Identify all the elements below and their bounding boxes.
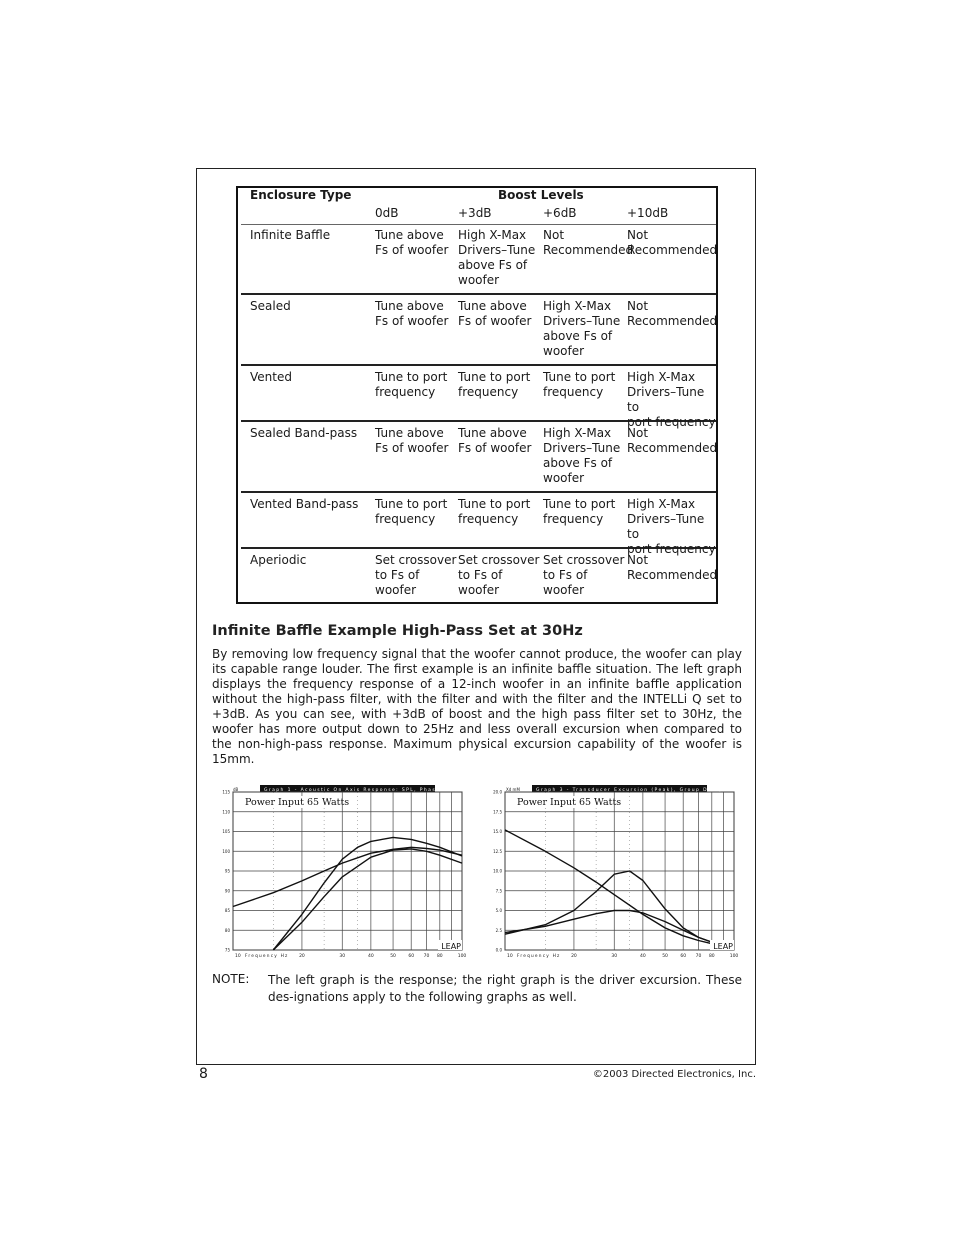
level-0db: 0dB (375, 206, 399, 220)
chart-title: Graph 3 - Transducer Excursion (Peak), Group Delay (536, 788, 724, 793)
boost-levels-table (236, 186, 718, 604)
row-infinite-baffle-type: Infinite Baffle (250, 228, 331, 242)
x-tick-label: 100 (729, 954, 739, 959)
x-tick-label: 70 (695, 954, 702, 959)
row-aperiodic-10db: Not Recommended (627, 553, 718, 582)
row-infinite-baffle-10db: Not Recommended (627, 228, 718, 257)
note-label: NOTE: (212, 972, 250, 986)
response-chart-svg (218, 784, 468, 959)
y-tick-label: 105 (222, 829, 230, 834)
x-tick-label: 60 (408, 954, 415, 959)
page-number: 8 (199, 1066, 208, 1082)
row-sealed-10db: Not Recommended (627, 299, 718, 328)
row-vented-10db: High X-Max Drivers–Tune to port frequency (627, 370, 716, 429)
row-vented-bandpass-type: Vented Band-pass (250, 497, 359, 511)
row-sealed-0db: Tune above Fs of woofer (375, 299, 449, 328)
row-vented-bandpass-6db: Tune to port frequency (543, 497, 616, 526)
x-tick-label: 20 (571, 954, 577, 959)
y-tick-label: 85 (224, 908, 230, 913)
series-line-1 (233, 847, 462, 906)
row-infinite-baffle-3db: High X-Max Drivers–Tune above Fs of woofer (458, 228, 536, 287)
x-tick-label: 10 (235, 954, 241, 959)
copyright: ©2003 Directed Electronics, Inc. (592, 1069, 756, 1080)
level-3db: +3dB (458, 206, 492, 220)
x-unit-label: Frequency Hz (245, 954, 289, 959)
x-tick-label: 30 (611, 954, 618, 959)
excursion-graph (490, 784, 740, 959)
y-tick-label: 17.5 (493, 809, 502, 815)
row-vented-bandpass-3db: Tune to port frequency (458, 497, 531, 526)
row-vented-bandpass-0db: Tune to port frequency (375, 497, 448, 526)
response-graph (218, 784, 468, 959)
row-divider (241, 364, 716, 366)
excursion-chart-svg (490, 784, 740, 959)
row-sealed-bandpass-3db: Tune above Fs of woofer (458, 426, 532, 455)
row-vented-0db: Tune to port frequency (375, 370, 448, 399)
enclosure-type-header: Enclosure Type (250, 188, 352, 202)
x-tick-label: 50 (662, 954, 668, 959)
row-vented-bandpass-10db: High X-Max Drivers–Tune to port frequency (627, 497, 716, 556)
y-tick-label: 75 (224, 947, 230, 953)
y-tick-label: 20.0 (493, 789, 502, 795)
y-tick-label: 10.0 (493, 868, 502, 874)
x-tick-label: 80 (708, 954, 715, 959)
x-tick-label: 40 (368, 954, 374, 959)
y-tick-label: 7.5 (495, 888, 502, 894)
x-tick-label: 60 (680, 954, 687, 959)
row-vented-6db: Tune to port frequency (543, 370, 616, 399)
boost-levels-header: Boost Levels (498, 188, 584, 202)
x-tick-label: 70 (423, 954, 430, 959)
row-vented-type: Vented (250, 370, 292, 384)
y-tick-label: 0.0 (495, 947, 502, 953)
y-tick-label: 15.0 (493, 829, 502, 834)
x-tick-label: 50 (390, 954, 396, 959)
row-infinite-baffle-6db: Not Recommended (543, 228, 634, 257)
power-input-annotation: Power Input 65 Watts (245, 797, 350, 808)
header-divider (241, 224, 716, 225)
row-sealed-type: Sealed (250, 299, 291, 313)
row-vented-3db: Tune to port frequency (458, 370, 531, 399)
series-line-2 (505, 871, 734, 947)
row-sealed-bandpass-6db: High X-Max Drivers–Tune above Fs of woofer (543, 426, 621, 485)
y-tick-label: 110 (222, 809, 230, 815)
row-aperiodic-3db: Set crossover to Fs of woofer (458, 553, 540, 597)
y-tick-label: 80 (224, 927, 230, 933)
row-divider (241, 293, 716, 295)
y-unit-label: dB (233, 787, 239, 792)
note-text: The left graph is the response; the right graph is the driver excursion. These des-ignations apply to the following graphs as well. (268, 973, 742, 1004)
row-aperiodic-0db: Set crossover to Fs of woofer (375, 553, 457, 597)
x-tick-label: 40 (640, 954, 646, 959)
row-infinite-baffle-0db: Tune above Fs of woofer (375, 228, 449, 257)
leap-logo: LEAP (713, 942, 733, 951)
row-sealed-bandpass-type: Sealed Band-pass (250, 426, 358, 440)
body-paragraph: By removing low frequency signal that the woofer cannot produce, the woofer can play its capable range louder. The first example is an infinite baffle situation. The left graph displays the frequency response of a 12-inch woofer in an infinite baffle application without the high-pass filter, with the filter and with the filter and the INTELLi Q set to +3dB. As you can see, with +3dB of boost and the high pass filter set to 30Hz, the woofer has more output down to 25Hz and less overall excursion when compared to the non-high-pass response. Maximum physical excursion capability of the woofer is 15mm. (212, 647, 742, 766)
y-tick-label: 115 (222, 789, 230, 795)
row-sealed-bandpass-10db: Not Recommended (627, 426, 718, 455)
leap-logo: LEAP (441, 942, 461, 951)
row-sealed-bandpass-0db: Tune above Fs of woofer (375, 426, 449, 455)
row-aperiodic-6db: Set crossover to Fs of woofer (543, 553, 625, 597)
y-tick-label: 12.5 (493, 848, 502, 854)
y-tick-label: 90 (224, 888, 230, 894)
row-sealed-6db: High X-Max Drivers–Tune above Fs of woofer (543, 299, 621, 358)
row-sealed-3db: Tune above Fs of woofer (458, 299, 532, 328)
y-tick-label: 5.0 (495, 908, 502, 913)
y-tick-label: 2.5 (495, 927, 502, 933)
section-title: Infinite Baffle Example High-Pass Set at 30Hz (212, 623, 583, 639)
row-divider (241, 491, 716, 493)
x-tick-label: 20 (299, 954, 305, 959)
x-tick-label: 30 (339, 954, 346, 959)
x-tick-label: 10 (507, 954, 513, 959)
y-tick-label: 100 (222, 848, 230, 854)
x-tick-label: 100 (457, 954, 467, 959)
power-input-annotation: Power Input 65 Watts (517, 797, 622, 808)
chart-title: Graph 1 - Acoustic On Axis Response: SPL, Phase (264, 788, 441, 793)
x-tick-label: 80 (436, 954, 443, 959)
x-unit-label: Frequency Hz (517, 954, 561, 959)
y-unit-label: Xd mM (506, 787, 520, 792)
y-tick-label: 95 (224, 868, 230, 874)
row-aperiodic-type: Aperiodic (250, 553, 307, 567)
level-10db: +10dB (627, 206, 669, 220)
series-line-1 (505, 830, 734, 947)
level-6db: +6dB (543, 206, 577, 220)
